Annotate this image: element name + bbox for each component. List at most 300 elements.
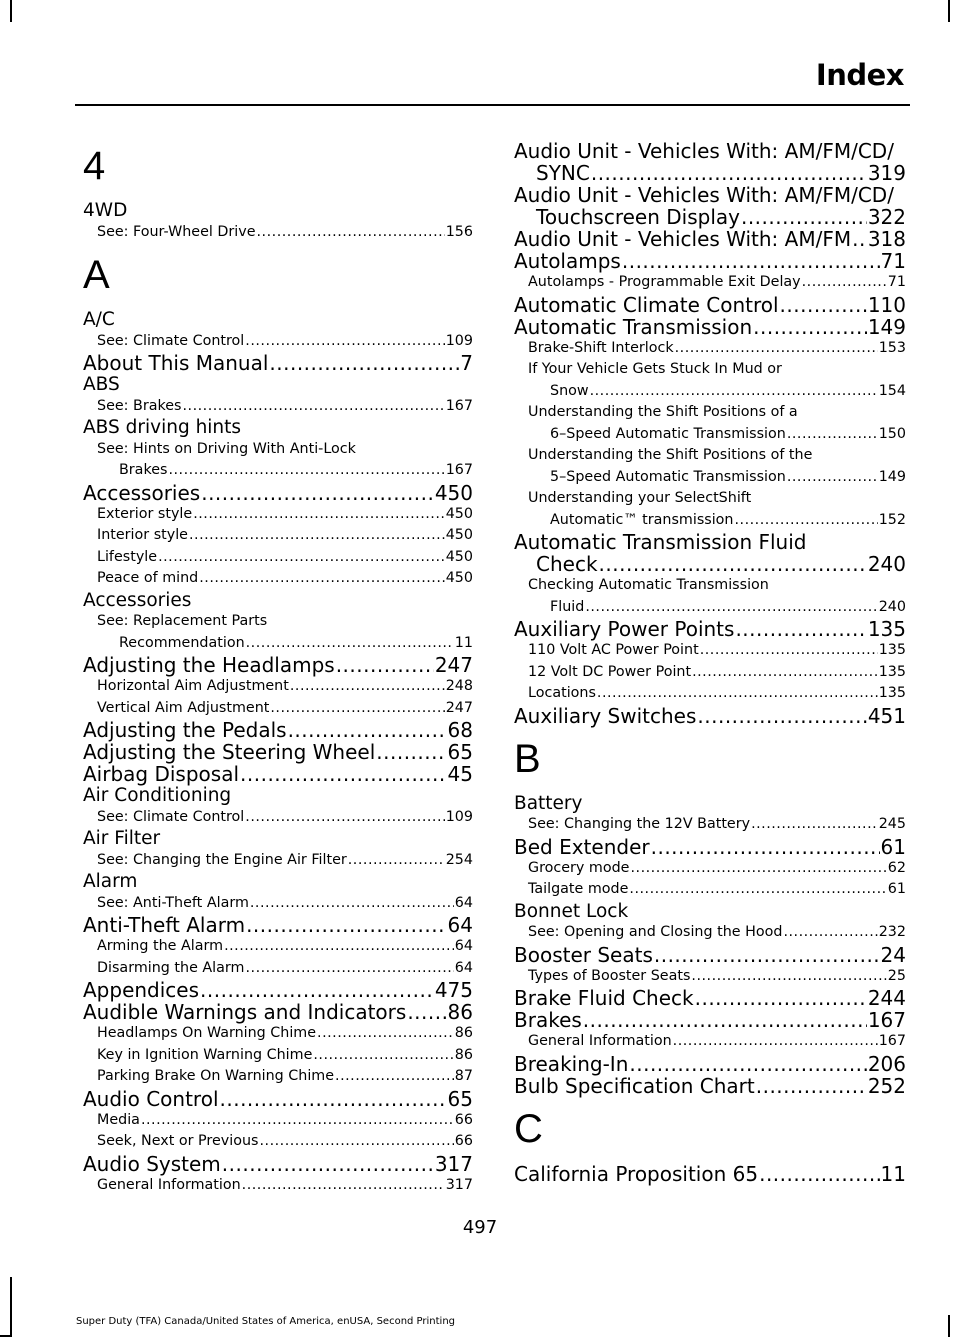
- dot-leader: [199, 568, 444, 590]
- entry-text: Key in Ignition Warning Chime: [97, 1046, 313, 1063]
- entry-text: General Information: [528, 1033, 672, 1049]
- entry-continuation: [528, 510, 906, 532]
- index-subentry: [514, 922, 906, 944]
- dot-leader: [168, 460, 444, 482]
- index-entry: [514, 228, 906, 250]
- index-subentry: [514, 338, 906, 360]
- index-subentry: [83, 504, 473, 526]
- entry-text: Understanding your SelectShift: [528, 490, 752, 506]
- dot-leader: [780, 294, 867, 316]
- dot-leader: [335, 1066, 454, 1088]
- index-subentry: [514, 858, 906, 880]
- entry-text-continued: SYNC: [536, 161, 590, 185]
- dot-leader: [756, 1075, 867, 1097]
- index-heading: Accessories: [83, 589, 192, 611]
- dot-leader: [189, 525, 445, 547]
- entry-text-continued: 6–Speed Automatic Transmission: [550, 425, 786, 442]
- dot-leader: [651, 836, 880, 858]
- dot-leader: [200, 979, 434, 1001]
- dot-leader: [692, 662, 878, 684]
- index-entry: [83, 482, 473, 504]
- index-subentry: [514, 640, 906, 662]
- entry-text: Horizontal Aim Adjustment: [97, 678, 289, 694]
- index-entry: [83, 763, 473, 785]
- index-entry: [514, 1009, 906, 1031]
- entry-page: 86: [447, 1000, 473, 1024]
- dot-leader: [407, 1001, 446, 1023]
- index-entry: [83, 352, 473, 374]
- entry-text: Autolamps - Programmable Exit Delay: [528, 274, 801, 290]
- dot-leader: [629, 879, 886, 901]
- entry-page: 68: [447, 718, 473, 742]
- crop-mark-top-right: [948, 0, 950, 22]
- entry-page: 322: [867, 205, 906, 229]
- index-subentry: [514, 488, 906, 531]
- dot-leader: [783, 922, 877, 944]
- index-subentry: [514, 1031, 906, 1053]
- entry-text: Autolamps: [514, 249, 621, 273]
- entry-text: Audio System: [83, 1151, 221, 1176]
- dot-leader: [245, 331, 444, 353]
- print-line: Super Duty (TFA) Canada/United States of America, enUSA, Second Printing: [76, 1316, 456, 1327]
- dot-leader: [753, 316, 867, 338]
- entry-text: See: Climate Control: [97, 808, 245, 825]
- dot-leader: [201, 482, 434, 504]
- dot-leader: [802, 272, 887, 294]
- index-entry: [514, 531, 906, 575]
- crop-mark-bottom-right: [948, 1315, 950, 1337]
- entry-page: 7: [460, 351, 473, 375]
- entry-page: 11: [880, 1161, 906, 1186]
- entry-page: 86: [454, 1025, 473, 1041]
- entry-page: 475: [434, 978, 473, 1002]
- entry-text: Exterior style: [97, 505, 193, 522]
- entry-page: 450: [434, 480, 473, 505]
- dot-leader: [240, 763, 447, 785]
- dot-leader: [317, 1023, 454, 1045]
- entry-page: 167: [878, 1033, 906, 1049]
- index-subentry: [514, 445, 906, 488]
- dot-leader: [597, 683, 878, 705]
- entry-page: 61: [880, 834, 906, 859]
- dot-leader: [158, 547, 445, 569]
- index-subentry: [514, 662, 906, 684]
- entry-page: 135: [867, 617, 906, 641]
- entry-text-continued: Brakes: [119, 462, 168, 478]
- index-entry: [514, 836, 906, 858]
- entry-page: 254: [445, 851, 473, 868]
- dot-leader: [348, 850, 445, 872]
- index-column-right: [514, 140, 906, 1185]
- index-section-letter: B: [514, 736, 541, 781]
- index-subentry: [83, 936, 473, 958]
- dot-leader: [787, 424, 878, 446]
- entry-text: Media: [97, 1111, 140, 1128]
- entry-page: 152: [878, 511, 906, 528]
- entry-page: 240: [867, 552, 906, 576]
- index-heading: Bonnet Lock: [514, 900, 629, 922]
- entry-continuation: [97, 633, 473, 655]
- index-entry: [83, 979, 473, 1001]
- entry-continuation: [514, 553, 906, 575]
- entry-page: 149: [878, 468, 906, 485]
- entry-text: See: Hints on Driving With Anti-Lock: [97, 440, 356, 457]
- entry-text-continued: Snow: [550, 382, 589, 399]
- index-subentry: [514, 402, 906, 445]
- index-heading: A/C: [83, 309, 115, 330]
- entry-page: 153: [878, 339, 906, 356]
- entry-text: See: Brakes: [97, 397, 182, 414]
- index-entry: [514, 1053, 906, 1075]
- entry-text-continued: Recommendation: [119, 634, 245, 651]
- entry-text: Types of Booster Seats: [528, 967, 691, 984]
- index-entry: [514, 705, 906, 727]
- entry-page: 318: [867, 227, 906, 251]
- entry-text: Headlamps On Warning Chime: [97, 1025, 317, 1041]
- entry-page: 64: [454, 959, 473, 976]
- index-entry: [514, 184, 906, 228]
- entry-page: 64: [447, 913, 473, 937]
- index-subentry: [83, 1066, 473, 1088]
- index-subentry: [83, 1023, 473, 1045]
- index-heading: ABS: [83, 374, 120, 395]
- entry-text: Vertical Aim Adjustment: [97, 699, 270, 716]
- entry-text: Brake Fluid Check: [514, 986, 694, 1010]
- entry-page: 247: [434, 653, 473, 677]
- header-rule: [75, 104, 910, 106]
- entry-page: 252: [867, 1073, 906, 1098]
- entry-text: Adjusting the Pedals: [83, 718, 287, 742]
- entry-text: Audio Unit - Vehicles With: AM/FM: [514, 227, 852, 251]
- entry-page: 248: [445, 678, 473, 694]
- entry-text: Adjusting the Headlamps: [83, 653, 335, 677]
- entry-text: Brake-Shift Interlock: [528, 339, 674, 356]
- dot-leader: [183, 396, 445, 418]
- index-subentry: [83, 676, 473, 698]
- index-entry: [83, 719, 473, 741]
- index-subentry: [83, 1045, 473, 1067]
- index-subentry: [83, 568, 473, 590]
- entry-text: California Proposition 65: [514, 1161, 759, 1186]
- dot-leader: [735, 510, 878, 532]
- entry-text: Anti-Theft Alarm: [83, 913, 246, 937]
- entry-page: 135: [878, 663, 906, 680]
- dot-leader: [697, 705, 866, 727]
- entry-text: Bed Extender: [514, 834, 650, 859]
- entry-text: 110 Volt AC Power Point: [528, 642, 699, 658]
- dot-leader: [245, 807, 444, 829]
- index-entry: [514, 140, 906, 184]
- index-entry: [514, 1075, 906, 1097]
- entry-text: General Information: [97, 1176, 241, 1193]
- entry-text: See: Opening and Closing the Hood: [528, 924, 783, 940]
- index-entry: [83, 914, 473, 936]
- dot-leader: [629, 1053, 866, 1075]
- entry-page: 71: [880, 249, 906, 273]
- entry-page: 65: [447, 740, 473, 764]
- dot-leader: [590, 381, 878, 403]
- index-subentry: [83, 547, 473, 569]
- entry-text: Automatic Transmission: [514, 314, 753, 339]
- dot-leader: [735, 618, 866, 640]
- index-heading: 4WD: [83, 200, 128, 221]
- index-heading: Battery: [514, 792, 583, 814]
- entry-text: Automatic Transmission Fluid: [514, 530, 807, 554]
- entry-text: See: Changing the Engine Air Filter: [97, 851, 347, 868]
- entry-text: See: Four-Wheel Drive: [97, 223, 256, 240]
- dot-leader: [224, 936, 454, 958]
- dot-leader: [695, 987, 867, 1009]
- dot-leader: [376, 741, 446, 763]
- index-entry: [514, 618, 906, 640]
- entry-continuation: [528, 381, 906, 403]
- dot-leader: [220, 1088, 447, 1110]
- entry-text: Breaking-In: [514, 1051, 629, 1076]
- dot-leader: [193, 504, 445, 526]
- dot-leader: [313, 1045, 453, 1067]
- index-subentry: [514, 966, 906, 988]
- entry-text: Seek, Next or Previous: [97, 1133, 259, 1149]
- entry-text: See: Replacement Parts: [97, 613, 268, 629]
- entry-page: 167: [867, 1008, 906, 1032]
- entry-text: About This Manual: [83, 351, 269, 375]
- index-subentry: [83, 1175, 473, 1197]
- dot-leader: [585, 597, 877, 619]
- page-title: Index: [815, 58, 904, 92]
- dot-leader: [654, 944, 880, 966]
- index-subentry: [83, 439, 473, 482]
- index-subentry: [83, 525, 473, 547]
- entry-text: Understanding the Shift Positions of the: [528, 447, 813, 463]
- entry-text: Grocery mode: [528, 859, 630, 876]
- index-subentry: [83, 958, 473, 980]
- entry-text: Adjusting the Steering Wheel: [83, 740, 376, 764]
- entry-page: 232: [878, 924, 906, 940]
- entry-continuation: [514, 162, 906, 184]
- index-entry: [83, 1001, 473, 1023]
- index-heading: Air Filter: [83, 828, 161, 849]
- entry-page: 450: [445, 570, 473, 586]
- entry-text: See: Anti-Theft Alarm: [97, 894, 249, 911]
- index-entry: [514, 1163, 906, 1185]
- index-subentry: [83, 222, 473, 244]
- crop-mark-bottom-left: [10, 1277, 12, 1337]
- dot-leader: [269, 352, 459, 374]
- dot-leader: [257, 222, 445, 244]
- entry-page: 109: [445, 332, 473, 349]
- entry-text: Checking Automatic Transmission: [528, 577, 769, 593]
- index-subentry: [514, 575, 906, 618]
- entry-page: 450: [445, 548, 473, 565]
- entry-page: 135: [878, 642, 906, 658]
- index-heading: Alarm: [83, 871, 138, 892]
- index-subentry: [83, 1131, 473, 1153]
- dot-leader: [787, 467, 878, 489]
- entry-page: 109: [445, 808, 473, 825]
- index-subentry: [83, 807, 473, 829]
- entry-page: 450: [445, 527, 473, 543]
- entry-text: Understanding the Shift Positions of a: [528, 404, 798, 420]
- entry-page: 61: [887, 881, 906, 897]
- dot-leader: [290, 676, 445, 698]
- entry-page: 154: [878, 382, 906, 399]
- entry-page: 150: [878, 425, 906, 442]
- dot-leader: [141, 1110, 454, 1132]
- entry-page: 110: [867, 292, 906, 317]
- index-heading: Air Conditioning: [83, 785, 232, 806]
- entry-continuation: [528, 467, 906, 489]
- index-subentry: [514, 879, 906, 901]
- entry-page: 25: [887, 967, 906, 984]
- entry-page: 167: [445, 397, 473, 414]
- index-entry: [514, 250, 906, 272]
- dot-leader: [288, 719, 447, 741]
- dot-leader: [599, 553, 867, 575]
- index-subentry: [83, 611, 473, 654]
- entry-text: Automatic Climate Control: [514, 292, 779, 317]
- entry-text-continued: Check: [536, 552, 598, 576]
- entry-page: 317: [434, 1151, 473, 1176]
- entry-text: Appendices: [83, 978, 200, 1002]
- index-entry: [514, 987, 906, 1009]
- entry-page: 451: [867, 703, 906, 728]
- entry-text: Audio Unit - Vehicles With: AM/FM/CD/: [514, 183, 894, 207]
- index-subentry: [83, 331, 473, 353]
- index-section-letter: 4: [83, 144, 106, 188]
- index-subentry: [514, 814, 906, 836]
- index-entry: [514, 316, 906, 338]
- dot-leader: [245, 958, 453, 980]
- dot-leader: [583, 1009, 867, 1031]
- entry-page: 167: [445, 462, 473, 478]
- index-entry: [514, 944, 906, 966]
- index-entry: [83, 1153, 473, 1175]
- dot-leader: [759, 1163, 879, 1185]
- entry-page: 149: [867, 314, 906, 339]
- index-subentry: [514, 272, 906, 294]
- entry-page: 66: [454, 1133, 473, 1149]
- entry-text: See: Changing the 12V Battery: [528, 816, 751, 832]
- entry-text: Audio Unit - Vehicles With: AM/FM/CD/: [514, 139, 894, 163]
- entry-text: Booster Seats: [514, 942, 653, 967]
- dot-leader: [852, 228, 867, 250]
- entry-text: Audio Control: [83, 1086, 219, 1111]
- entry-text: Disarming the Alarm: [97, 959, 245, 976]
- index-subentry: [83, 893, 473, 915]
- dot-leader: [222, 1153, 434, 1175]
- entry-text: Tailgate mode: [528, 881, 629, 897]
- index-subentry: [83, 396, 473, 418]
- entry-page: 317: [445, 1176, 473, 1193]
- entry-text: Auxiliary Switches: [514, 703, 697, 728]
- entry-text: Airbag Disposal: [83, 762, 240, 786]
- dot-leader: [246, 633, 454, 655]
- index-entry: [514, 294, 906, 316]
- entry-text-continued: Touchscreen Display: [536, 205, 740, 229]
- dot-leader: [741, 206, 867, 228]
- entry-page: 24: [880, 942, 906, 967]
- dot-leader: [259, 1131, 453, 1153]
- entry-page: 244: [867, 986, 906, 1010]
- entry-text: See: Climate Control: [97, 332, 245, 349]
- dot-leader: [751, 814, 878, 836]
- dot-leader: [242, 1175, 445, 1197]
- index-subentry: [83, 850, 473, 872]
- dot-leader: [673, 1031, 878, 1053]
- dot-leader: [250, 893, 454, 915]
- index-subentry: [83, 1110, 473, 1132]
- entry-text: Locations: [528, 685, 596, 701]
- entry-page: 240: [878, 598, 906, 615]
- dot-leader: [270, 698, 444, 720]
- page-number: 497: [462, 1217, 498, 1238]
- index-entry: [83, 741, 473, 763]
- entry-text: 12 Volt DC Power Point: [528, 663, 692, 680]
- entry-continuation: [528, 597, 906, 619]
- index-subentry: [514, 683, 906, 705]
- entry-page: 64: [454, 938, 473, 954]
- index-entry: [83, 654, 473, 676]
- dot-leader: [591, 162, 867, 184]
- entry-text-continued: Automatic™ transmission: [550, 511, 734, 528]
- entry-text: Bulb Specification Chart: [514, 1073, 755, 1098]
- index-section-letter: C: [514, 1106, 543, 1151]
- entry-text: Brakes: [514, 1008, 582, 1032]
- entry-page: 156: [445, 223, 473, 240]
- entry-continuation: [528, 424, 906, 446]
- entry-page: 135: [878, 685, 906, 701]
- entry-text: Audible Warnings and Indicators: [83, 1000, 407, 1024]
- entry-page: 245: [878, 816, 906, 832]
- dot-leader: [630, 858, 886, 880]
- entry-text: Lifestyle: [97, 548, 158, 565]
- entry-page: 319: [867, 161, 906, 185]
- index-column-left: [83, 140, 473, 1196]
- index-entry: [83, 1088, 473, 1110]
- entry-text-continued: Fluid: [550, 598, 585, 615]
- entry-page: 66: [454, 1111, 473, 1128]
- dot-leader: [246, 914, 446, 936]
- entry-text: Peace of mind: [97, 570, 199, 586]
- index-subentry: [514, 359, 906, 402]
- entry-page: 86: [454, 1046, 473, 1063]
- crop-mark-top-left: [10, 0, 12, 22]
- entry-continuation: [514, 206, 906, 228]
- entry-text-continued: 5–Speed Automatic Transmission: [550, 468, 786, 485]
- dot-leader: [691, 966, 886, 988]
- index-heading: ABS driving hints: [83, 417, 242, 438]
- dot-leader: [675, 338, 878, 360]
- index-subentry: [83, 698, 473, 720]
- entry-page: 206: [867, 1051, 906, 1076]
- entry-text: Auxiliary Power Points: [514, 617, 735, 641]
- dot-leader: [622, 250, 880, 272]
- entry-page: 64: [454, 894, 473, 911]
- entry-text: Interior style: [97, 527, 188, 543]
- entry-page: 87: [454, 1068, 473, 1084]
- entry-text: Accessories: [83, 480, 201, 505]
- dot-leader: [336, 654, 434, 676]
- index-section-letter: A: [83, 253, 110, 297]
- entry-page: 247: [445, 699, 473, 716]
- entry-page: 450: [445, 505, 473, 522]
- entry-page: 71: [887, 274, 906, 290]
- entry-page: 65: [447, 1086, 473, 1111]
- entry-page: 62: [887, 859, 906, 876]
- dot-leader: [700, 640, 878, 662]
- entry-text: Arming the Alarm: [97, 938, 224, 954]
- entry-text: Parking Brake On Warning Chime: [97, 1068, 335, 1084]
